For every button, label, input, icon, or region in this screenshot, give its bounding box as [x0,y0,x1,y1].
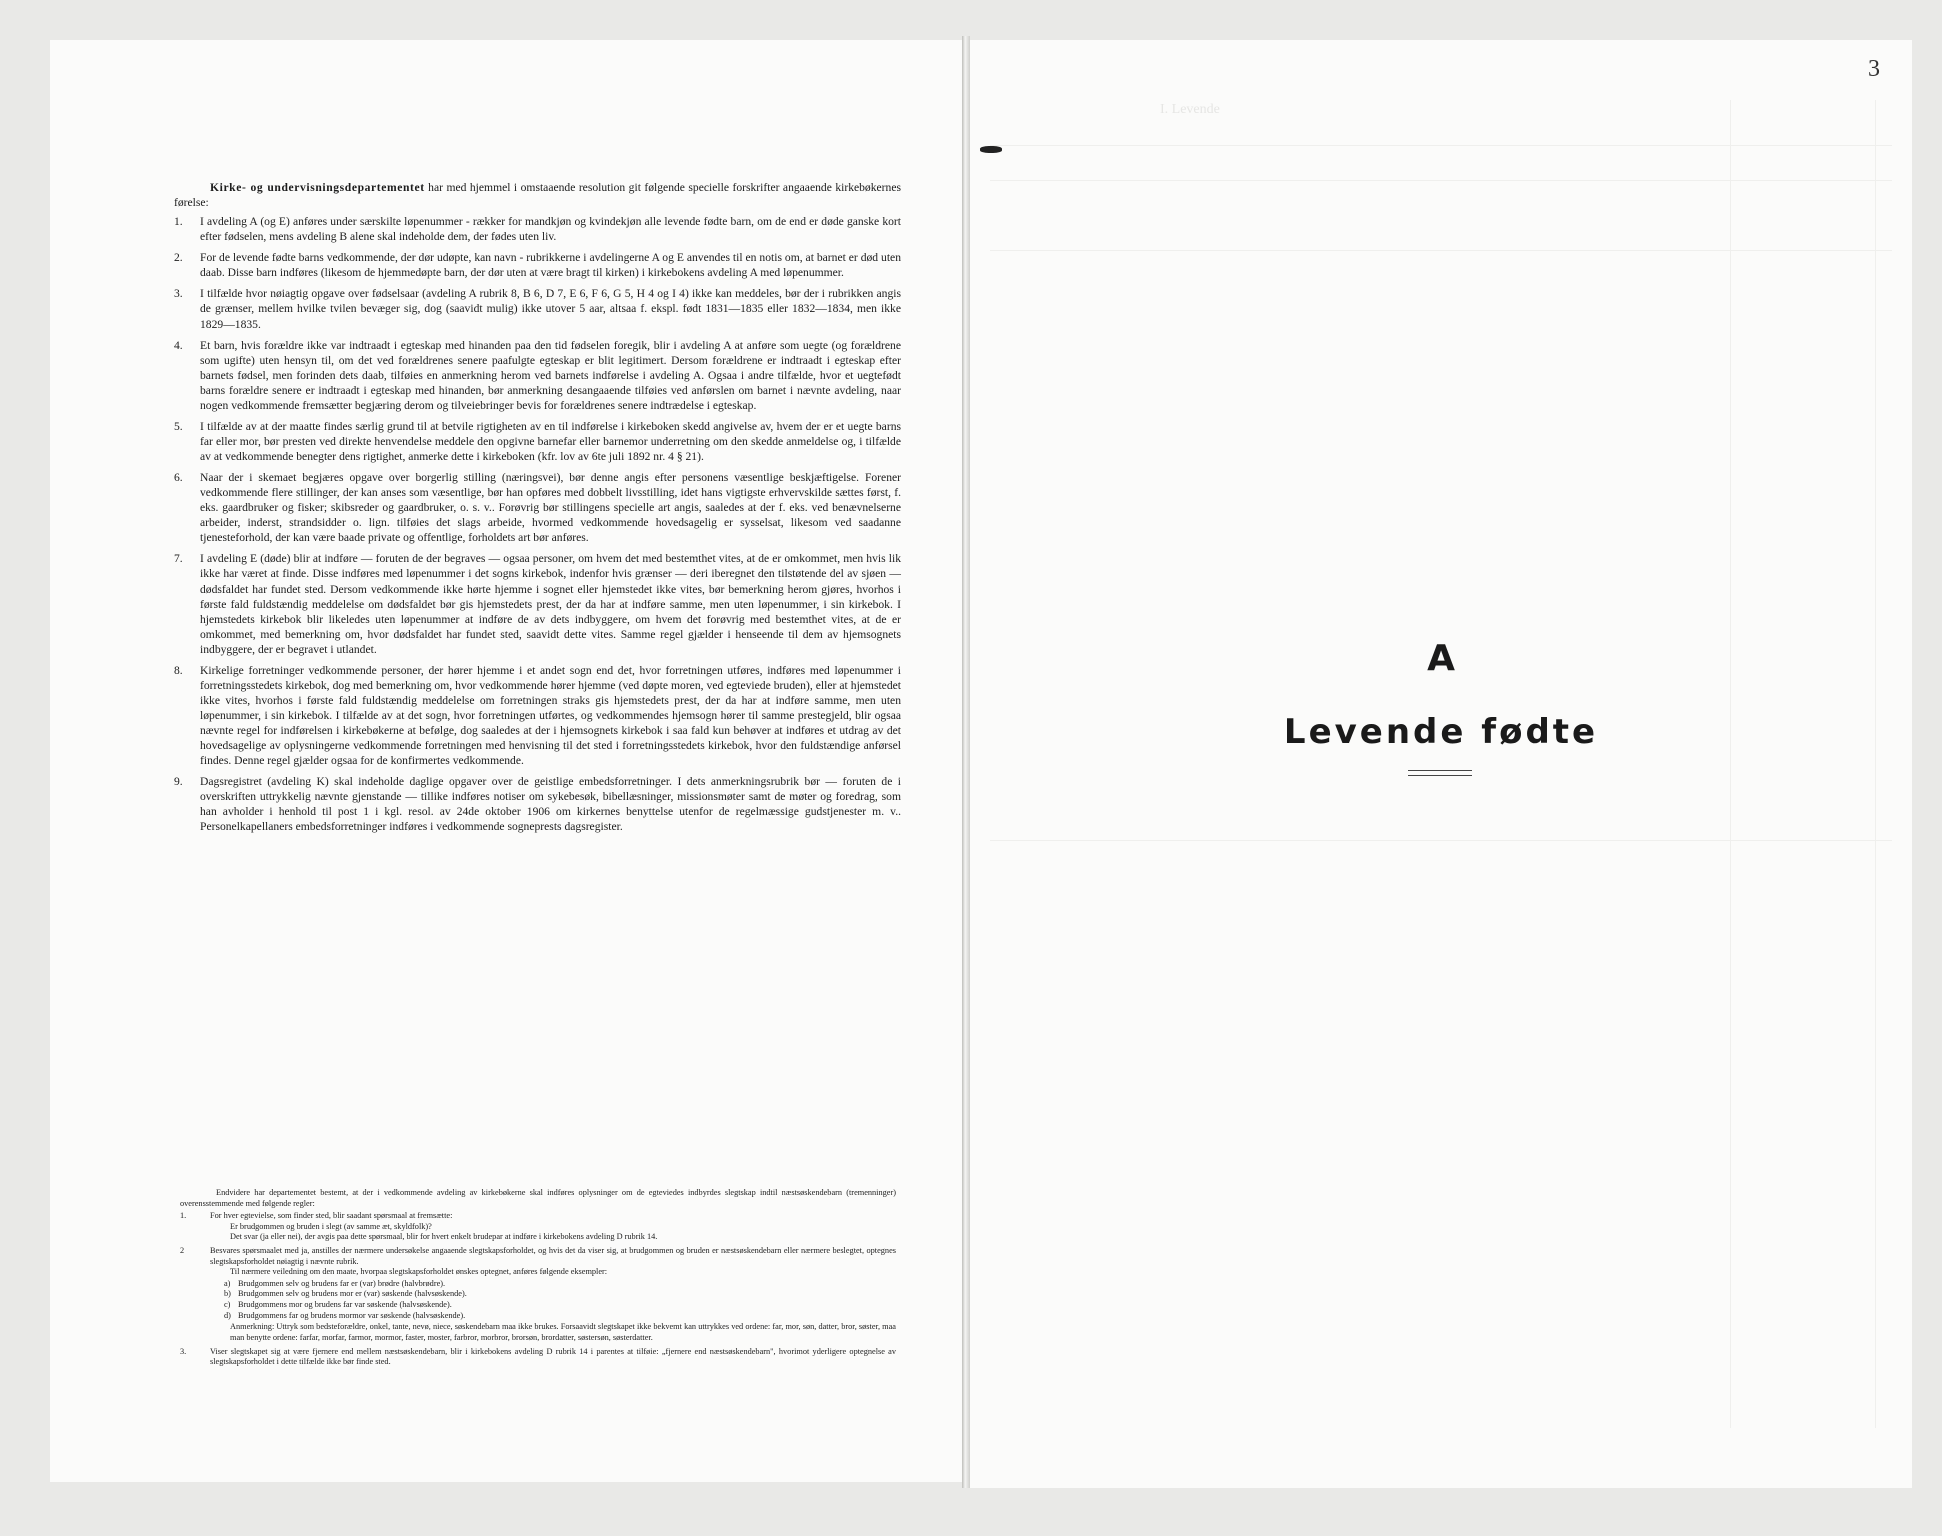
rule-text: I tilfælde av at der maatte findes særlig grund til at betvile rigtigheten av en til indførelse i kirkeboken skedd angivelse av, hvem der er et uegte barns far eller mor, bør presten ved direkte henvendelse meddele den opgivne barnefar eller barnemor underretning om den skedde anmeldelse og, i tilfælde av at vedkommende benegter dens rigtighet, anmerke dette i kirkeboken (kfr. lov av 6te juli 1892 nr. 4 § 21). [200,419,901,463]
book-gutter [962,36,970,1488]
faint-rule [990,840,1892,841]
rule-item [174,286,901,331]
section-title: Levende fødte [1283,712,1599,752]
rule-number: 5. [174,419,183,433]
rule-text: Et barn, hvis forældre ikke var indtraadt i egteskap med hinanden paa den tid fødselen foregik, blir i avdeling A at anføre som uegte (og forældrene som ugifte) uten hensyn til, om det ved forældrenes senere paafulgte egteskap er blit legitimert. Dersom forældrene er indtraadt i egteskap efter barnets fødsel, men forinden dets daab, tilføies en anmerkning herom ved barnets indførelse i avdeling A. Ogsaa i andre tilfælde, hvor et uegtefødt barns forældre senere er indtraadt i egteskap med hinanden, bør anmerkning desangaaende tilføies ved anførslen om barnet i nævnte avdeling, naar nogen vedkommende fremsætter begjæring derom og tilveiebringer bevis for forældrenes senere indtrædelse i egteskap. [200,338,901,412]
rule-text: I avdeling E (døde) blir at indføre — foruten de der begraves — ogsaa personer, om hvem det med bestemthet vites, at de er omkommet, men hvis lik ikke har været at finde. Disse indføres med løpenummer i det sogns kirkebok, indenfor hvis grænser — deri iberegnet den tilstøtende del av sjøen — dødsfaldet har fundet sted. Dersom vedkommende ikke hørte hjemme i sognet eller hjemstedet ikke vites, bør bemerkning herom gjøres, hvorhos i første fald fuldstændig meddelelse om dødsfaldet bør gis hjemstedets prest, der da har at indføre samme, men uten løpenummer, i sin kirkebok. I hjemstedets kirkebok blir likeledes uten løpenummer at indføre de av dets indbyggere, om hvem det forøvrig med bestemthet vites, at de er omkommet, med bemerkning om, hvor dødsfaldet har fundet sted, saavidt dette vites. Samme regel gjælder i henseende til dem av hjemsognets indbyggere, der er begravet i utlandet. [200,552,901,656]
ink-mark [980,146,1002,153]
examples-list [224,1279,896,1321]
addendum-text [180,1188,896,1371]
rule-item [174,663,901,768]
rule-text: For de levende fødte barns vedkommende, der dør udøpte, kan navn - rubrikkerne i avdelingerne A og E anvendes til en notis om, at barnet er død uten daab. Disse barn indføres (likesom de hjemmedøpte barn, der dør uten at være bragt til kirken) i kirkebokens avdeling A med løpenummer. [200,251,901,280]
rule-number: 1. [174,215,183,229]
example-item: a) Brudgommen selv og brudens far er (var) brødre (halvbrødre). [224,1278,446,1288]
rule-text: Naar der i skemaet begjæres opgave over borgerlig stilling (næringsvei), bør denne angis efter personens væsentlige beskjæftigelse. Forener vedkommende flere stillinger, der kan anses som væsentlige, bør han opføres med dobbelt livsstilling, idet hans vigtigste erhvervskilde sættes først, f. eks. gaardbruker og fisker; skibsreder og gaardbruker, o. s. v.. Forøvrig bør stillingens specielle art angis, saaledes at der f. eks. ved benævnelserne arbeider, inderst, strandsidder o. lign. tilføies det slags arbeide, hvormed vedkommende hovedsagelig er sysselsat, likesom ved saadanne tjenesteforhold, der kan være baade private og offentlige, forholdets art bør anføres. [200,471,901,545]
rule-number: 6. [174,471,183,485]
rule-number: 8. [174,663,183,677]
example-item: d) Brudgommens far og brudens mormor var søskende (halvsøskende). [224,1310,466,1320]
page-number: 3 [1868,56,1880,82]
addendum-intro: Endvidere har departementet bestemt, at der i vedkommende avdeling av kirkebøkerne skal indføres oplysninger om de egteviedes indbyrdes slegtskap indtil næstsøskendebarn (tremenninger) overensstemmende med følgende regler: [180,1188,896,1208]
rules-list [174,214,901,834]
addendum-rule: 1. For hver egtevielse, som finder sted, blir saadant spørsmaal at fremsætte: Er brudgommen og bruden i slegt (av samme æt, skyldfolk)? Det svar (ja eller nei), der avgis paa dette spørsmaal, blir for hvert enkelt brudepar at indføre i kirkebokens avdeling D rubrik 14. [180,1211,658,1242]
rule-number: 3. [174,287,183,301]
faint-column [1730,100,1731,1428]
rule-text: I tilfælde hvor nøiagtig opgave over fødselsaar (avdeling A rubrik 8, B 6, D 7, E 6, F 6, G 5, H 4 og I 4) ikke kan meddeles, bør der i rubrikken angis de grænser, mellem hvilke tvilen bevæger sig, dog (saavidt mulig) ikke utover 5 aar, altsaa f. ekspl. født 1831—1835 eller 1832—1834, men ikke 1829—1835. [200,287,901,331]
rule-item [174,470,901,545]
rule-text: Dagsregistret (avdeling K) skal indeholde daglige opgaver over de geistlige embedsforretninger. I dets anmerkningsrubrik bør — foruten de i overskriften uttrykkelig nævnte gjenstande — tillike indføres notiser om sykebesøk, bibellæsninger, missionsmøter samt de møter og foredrag, som han avholder i henhold til post 1 i kgl. resol. av 24de oktober 1906 om kirkernes benyttelse utenfor de regelmæssige gudstjenester m. v.. Personelkapellaners embedsforretninger indføres i vedkommende sogneprests dagsregister. [200,775,901,834]
rule-item [174,774,901,834]
rule-item [174,419,901,464]
rule-text: Kirkelige forretninger vedkommende personer, der hører hjemme i et andet sogn end det, hvor forretningen utføres, indføres med løpenummer i forretningsstedets kirkebok, dog med bemerkning om, hvor vedkommende hører hjemme (ved døpte moren, ved egteviede bruden), eller at hjemstedet ikke vites, hvorhos i første fald fuldstændig meddelelse om forretningen straks gis hjemstedets prest, der da har at indføre samme, men uten løpenummer, i sin kirkebok. I tilfælde av at det sogn, hvor forretningen utførtes, og vedkommendes hjemsogn hører til samme prestegjeld, blir ogsaa nævnte regel for indførelsen i kirkebøkerne at befølge, dog saaledes at der i hjemsognets kirkebok i saa fald kun behøver at indføres et utdrag av det hovedsagelige av oplysningerne vedkommende forretningen med henvisning til det sted i forretningsstedets kirkebok, hvor den fuldstændige anførsel findes. Denne regel gjælder ogsaa for de konfirmertes vedkommende. [200,663,901,768]
rule-number: 2. [174,251,183,265]
rule-item [174,214,901,244]
rule-item [174,338,901,413]
rule-number: 4. [174,338,183,352]
rule-number: 9. [174,775,183,789]
rule-item [174,551,901,656]
rule-text: I avdeling A (og E) anføres under særskilte løpenummer - rækker for mandkjøn og kvindekjøn alle levende fødte barn, om de end er døde ganske kort efter fødselen, mens avdeling B alene skal indeholde dem, der fødes uten liv. [200,215,901,244]
example-item: c) Brudgommens mor og brudens far var søskende (halvsøskende). [224,1300,452,1310]
faint-rule [990,180,1892,181]
faint-column [1875,100,1876,1428]
addendum-rule: 2 Besvares spørsmaalet med ja, anstilles der nærmere undersøkelse angaaende slegtskapsforholdet, og hvis det da viser sig, at brudgommen og bruden er næstsøskendebarn eller nærmere beslegtet, optegnes slegtskapsforholdet nøiagtig i nævnte rubrik. Til nærmere veiledning om den maate, hvorpaa slegtskapsforholdet ønskes optegnet, anføres følgende eksempler: a) Brudgommen selv og brudens far er (var) brødre (halvbrødre). b) Brudgommen selv og brudens mor er (var) søskende (halvsøskende). c) Brudgommens mor og brudens far var søskende (halvsøskende). d) Brudgommens far og brudens mormor var søskende (halvsøskende). Anmerkning: Uttryk som bedsteforældre, onkel, tante, nevø, niece, søskendebarn maa ikke brukes. Forsaavidt slegtskapet ikke bekvemt kan uttrykkes ved ordene: far, mor, søn, datter, bror, søster, maa man benytte ordene: farfar, morfar, farmor, mormor, faster, moster, farbror, morbror, brorsøn, brordatter, søstersøn, søsterdatter. [180,1246,896,1342]
regulations-text [174,180,901,841]
right-page [970,40,1912,1488]
faint-rule [990,250,1892,251]
left-page [50,40,963,1482]
example-item: b) Brudgommen selv og brudens mor er (var) søskende (halvsøskende). [224,1289,467,1299]
title-underline [1408,770,1472,776]
addendum-rule: 3. Viser slegtskapet sig at være fjernere end mellem næstsøskendebarn, blir i kirkebokens avdeling D rubrik 14 i parentes at tilføie: „fjernere end næstsøskendebarn", hvorimot yderligere optegnelse av slegtskapsforholdet i dette tilfælde ikke bør finde sted. [180,1346,896,1367]
department-name: Kirke- og undervisningsdepartementet [210,181,425,194]
section-letter: A [1427,638,1455,679]
faint-rule [990,145,1892,146]
rule-number: 7. [174,552,183,566]
regulations-intro: Kirke- og undervisningsdepartementet har med hjemmel i omstaaende resolution git følgende specielle forskrifter angaaende kirkebøkernes førelse: [174,181,901,210]
bleed-through-header: I. Levende [1160,102,1220,117]
rule-item [174,250,901,280]
